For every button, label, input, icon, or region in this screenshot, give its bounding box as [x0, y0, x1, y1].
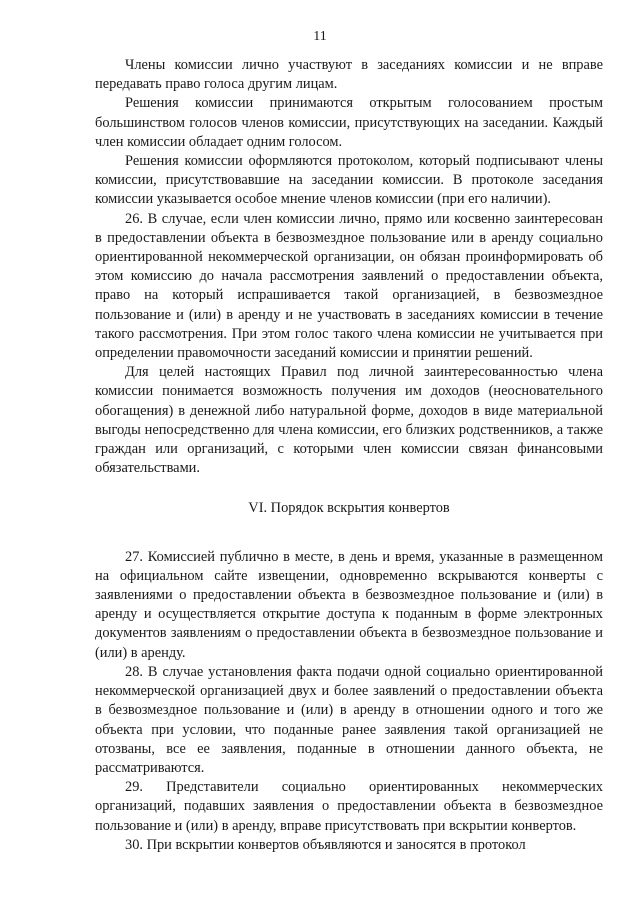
- paragraph-26-conflict-of-interest: 26. В случае, если член комиссии лично, прямо или косвенно заинтересован в предоставлении объекта в безвозмездное пользование или в аренду социально ориентированной некоммерческой организации, он обязан проинформировать об этом комиссию до начала рассмотрения заявлений о предоставлении объекта, право на который испрашивается такой организацией, в безвозмездное пользование и (или) в аренду и не участвовать в заседаниях комиссии в течение такого рассмотрения. При этом голос такого члена комиссии не учитывается при определении правомочности заседаний комиссии и принятии решений.: [95, 210, 603, 362]
- page-number: 11: [313, 29, 327, 44]
- paragraph-members-participate: Члены комиссии лично участвуют в заседаниях комиссии и не вправе передавать право голоса другим лицам.: [95, 57, 603, 93]
- paragraph-decisions-protocol: Решения комиссии оформляются протоколом, который подписывают члены комиссии, присутствовавшие на заседании комиссии. В протоколе заседания комиссии указывается особое мнение членов комиссии (при его наличии).: [95, 153, 603, 208]
- page-body: [95, 56, 603, 855]
- paragraph-27-opening-envelopes: 27. Комиссией публично в месте, в день и время, указанные в размещенном на официальном сайте извещении, одновременно вскрываются конверты с заявлениями о предоставлении объекта в безвозмездное пользование и (или) в аренду и осуществляется открытие доступа к поданным в форме электронных документов заявлениям о предоставлении объекта в безвозмездное пользование и (или) в аренду.: [95, 548, 603, 661]
- paragraph-decisions-voting: Решения комиссии принимаются открытым голосованием простым большинством голосов членов комиссии, присутствующих на заседании. Каждый член комиссии обладает одним голосом.: [95, 95, 603, 150]
- paragraph-personal-interest-definition: Для целей настоящих Правил под личной заинтересованностью члена комиссии понимается возможность получения им доходов (неосновательного обогащения) в денежной либо натуральной форме, доходов в виде материальной выгоды непосредственно для члена комиссии, его близких родственников, а также граждан или организаций, с которыми член комиссии связан финансовыми обязательствами.: [95, 364, 603, 477]
- paragraph-29-representatives: 29. Представители социально ориентированных некоммерческих организаций, подавших заявления о предоставлении объекта в безвозмездное пользование и (или) в аренду, вправе присутствовать при вскрытии конвертов.: [95, 779, 603, 834]
- section-heading: VI. Порядок вскрытия конвертов: [248, 500, 450, 517]
- paragraph-30-announced: 30. При вскрытии конвертов объявляются и заносятся в протокол: [125, 836, 526, 853]
- paragraph-28-duplicate-applications: 28. В случае установления факта подачи одной социально ориентированной некоммерческой организацией двух и более заявлений о предоставлении объекта в безвозмездное пользование и (или) в аренду в отношении одного и того же объекта при условии, что поданные ранее заявления такой организацией не отозваны, все ее заявления, поданные в отношении данного объекта, не рассматриваются.: [95, 663, 603, 776]
